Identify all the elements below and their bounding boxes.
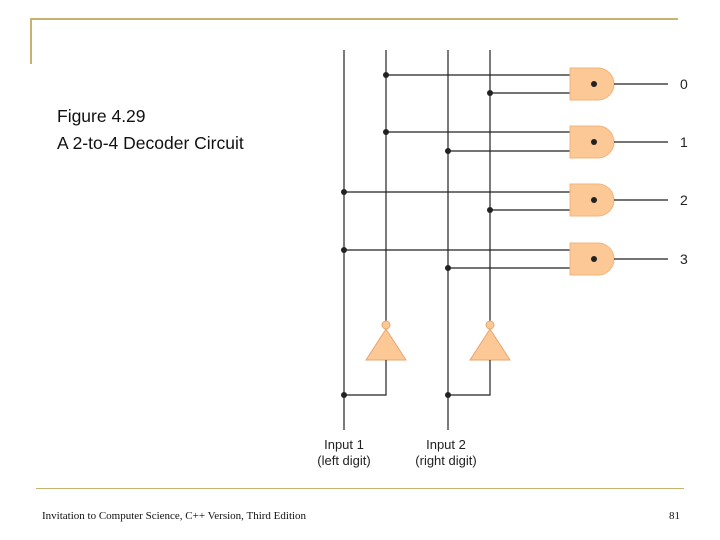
figure-number: Figure 4.29 bbox=[57, 106, 146, 126]
bottom-rule bbox=[36, 488, 684, 489]
page-number: 81 bbox=[669, 510, 680, 522]
decoder-diagram bbox=[308, 46, 704, 476]
figure-caption bbox=[57, 103, 244, 157]
left-rule bbox=[30, 18, 32, 64]
and-gate-1 bbox=[570, 126, 614, 158]
footer-book-title: Invitation to Computer Science, C++ Version, Third Edition bbox=[42, 510, 307, 522]
and-gate-2 bbox=[570, 184, 614, 216]
input1-sublabel: (left digit) bbox=[317, 453, 371, 468]
vertical-wires bbox=[344, 50, 490, 430]
output-label-3: 3 bbox=[680, 251, 688, 267]
inverter-feed-wires bbox=[344, 360, 490, 395]
input2-sublabel: (right digit) bbox=[415, 453, 477, 468]
decoder-circuit-svg bbox=[308, 46, 704, 476]
input2-label: Input 2 bbox=[426, 437, 466, 452]
not-gate-1 bbox=[366, 321, 406, 360]
output-label-1: 1 bbox=[680, 134, 688, 150]
figure-title: A 2-to-4 Decoder Circuit bbox=[57, 133, 244, 153]
output-label-0: 0 bbox=[680, 76, 688, 92]
input1-label: Input 1 bbox=[324, 437, 364, 452]
output-label-2: 2 bbox=[680, 192, 688, 208]
and-gate-3 bbox=[570, 243, 614, 275]
gate-input-wires bbox=[344, 75, 570, 268]
not-gate-2 bbox=[470, 321, 510, 360]
top-rule bbox=[30, 18, 678, 20]
output-wires bbox=[614, 84, 668, 259]
junction-dots bbox=[341, 72, 493, 398]
and-gate-0 bbox=[570, 68, 614, 100]
